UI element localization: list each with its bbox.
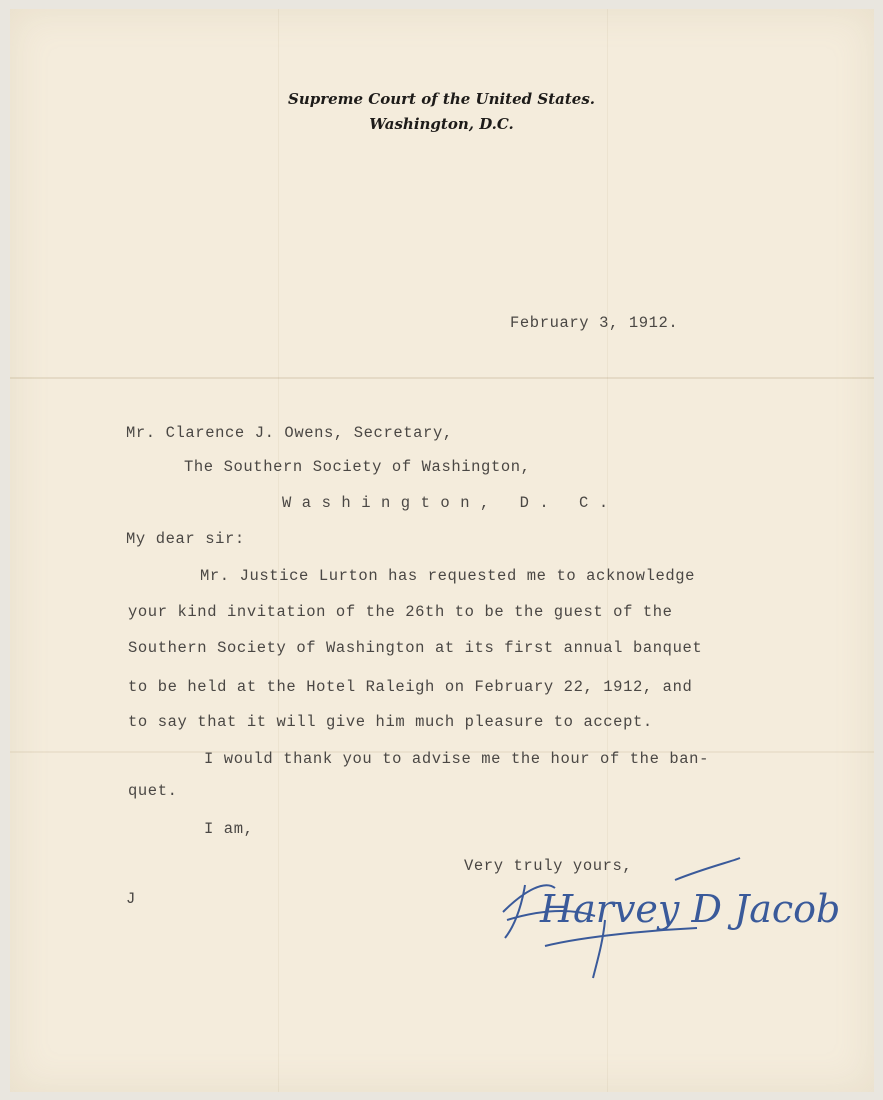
letterhead-line-2: Washington, D.C. (369, 115, 514, 133)
body-line: Mr. Justice Lurton has requested me to acknowledge (200, 567, 696, 585)
letter-date: February 3, 1912. (510, 314, 679, 332)
signature (485, 850, 841, 985)
recipient-organization: The Southern Society of Washington, (184, 458, 531, 476)
letterhead-line-1: Supreme Court of the United States. (288, 90, 595, 108)
salutation: My dear sir: (126, 530, 245, 548)
body-line: to say that it will give him much pleasure to accept. (128, 713, 653, 731)
body-line: I would thank you to advise me the hour of the ban- (204, 750, 709, 768)
typist-initial: J (126, 890, 136, 908)
recipient-name: Mr. Clarence J. Owens, Secretary, (126, 424, 453, 442)
signature-text: Harvey D Jacob (540, 887, 841, 931)
pre-closing: I am, (204, 820, 254, 838)
recipient-city: Washington, D. C. (282, 494, 619, 512)
body-line: quet. (128, 782, 178, 800)
fold-line (278, 9, 279, 1092)
body-line: your kind invitation of the 26th to be the guest of the (128, 603, 673, 621)
body-line: to be held at the Hotel Raleigh on February 22, 1912, and (128, 678, 693, 696)
closing: Very truly yours, (464, 857, 633, 875)
fold-line (10, 377, 874, 379)
body-line: Southern Society of Washington at its first annual banquet (128, 639, 703, 657)
